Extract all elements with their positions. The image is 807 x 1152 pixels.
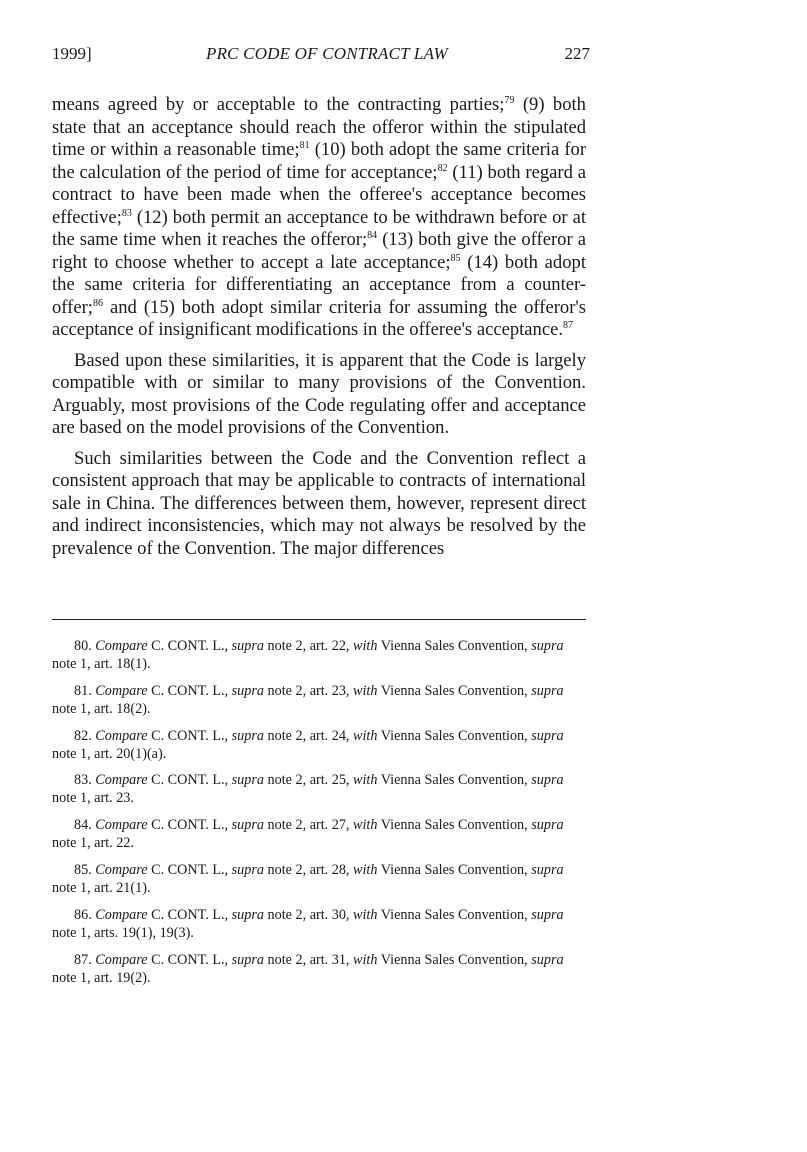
footnote-supra: supra [531, 817, 564, 834]
body-text [52, 94, 586, 568]
footnote-with: with [353, 951, 378, 968]
footnote-source: C. CONT. L., [151, 951, 229, 968]
footnote-supra: supra [531, 638, 564, 654]
footnote-pinpoint: note 2, art. 22, [267, 638, 350, 654]
footnote-tail: note 1, arts. 19(1), 19(3). [52, 924, 194, 941]
footnote-supra: supra [531, 906, 564, 923]
footnote-source: C. CONT. L., [151, 638, 229, 654]
footnote-ref[interactable]: 84 [367, 230, 378, 241]
running-title: PRC CODE OF CONTRACT LAW [206, 44, 448, 63]
footnote-signal: Compare [95, 861, 148, 878]
footnote-supra: supra [531, 772, 564, 789]
footnote [52, 816, 586, 852]
footnote-convention: Vienna Sales Convention, [380, 638, 528, 654]
footnote-supra: supra [231, 951, 264, 968]
footnote-ref[interactable]: 86 [92, 297, 103, 309]
footnote [52, 861, 586, 897]
footnote-tail: note 1, art. 21(1). [52, 879, 151, 896]
paragraph-text-segment: (9) both state that an acceptance should reach the offeror within the stipulated time or within a reasonable time; [52, 94, 586, 160]
footnote-number: 81. [74, 682, 92, 699]
paragraph-text-segment: (11) both regard a contract to have been made when the offeree's acceptance becomes effective; [52, 161, 586, 228]
footnote-tail: note 1, art. 20(1)(a). [52, 745, 167, 762]
footnotes-section [52, 637, 586, 995]
footnote-supra: supra [231, 682, 264, 699]
footnote-number: 82. [74, 727, 92, 744]
footnote-source: C. CONT. L., [151, 817, 229, 834]
footnote-pinpoint: note 2, art. 31, [267, 951, 350, 968]
page-number: 227 [564, 44, 590, 63]
footnote-with: with [353, 638, 378, 654]
footnote-tail: note 1, art. 23. [52, 790, 134, 807]
footnote-pinpoint: note 2, art. 25, [267, 772, 350, 789]
footnote-ref[interactable]: 85 [450, 252, 461, 264]
footnote-supra: supra [531, 682, 564, 699]
footnote-signal: Compare [95, 638, 148, 654]
footnote-signal: Compare [95, 727, 148, 744]
footnote-supra: supra [231, 817, 264, 834]
footnote-source: C. CONT. L., [151, 727, 229, 744]
paragraph-text-segment: (14) both adopt the same criteria for differentiating an acceptance from a counter-offer; [52, 251, 586, 318]
footnote-supra: supra [231, 638, 264, 654]
footnote-with: with [353, 817, 378, 834]
footnote-ref[interactable]: 87 [563, 320, 573, 331]
paragraph: Such similarities between the Code and the Convention reflect a consistent approach that may be applicable to contracts of international sale in China. The differences between them, however, represent direct and indirect inconsistencies, which may not always be resolved by the prevalence of the Convention. The major differences [52, 447, 586, 559]
footnote [52, 771, 586, 807]
footnote-signal: Compare [95, 772, 148, 789]
paragraph: Based upon these similarities, it is apparent that the Code is largely compatible with or similar to many provisions of the Convention. Arguably, most provisions of the Code regulating offer and acceptance are based on the model provisions of the Convention. [52, 349, 586, 438]
footnote-with: with [353, 861, 378, 878]
footnote-ref[interactable]: 83 [121, 207, 132, 219]
footnote-signal: Compare [95, 951, 148, 968]
footnote-number: 87. [74, 951, 92, 968]
footnote-source: C. CONT. L., [151, 772, 229, 789]
footnote-with: with [353, 682, 378, 699]
footnote-supra: supra [231, 906, 264, 923]
footnote-signal: Compare [95, 906, 148, 923]
footnote-tail: note 1, art. 19(2). [52, 969, 151, 986]
paragraph-text-segment: (10) both adopt the same criteria for the calculation of the period of time for acceptance; [52, 139, 587, 183]
footnote-source: C. CONT. L., [151, 906, 229, 923]
footnote-supra: supra [531, 727, 564, 744]
footnote-ref[interactable]: 79 [504, 95, 515, 106]
footnote-pinpoint: note 2, art. 27, [267, 817, 350, 834]
paragraph-continued [52, 94, 586, 342]
running-header [52, 44, 590, 68]
footnote-tail: note 1, art. 18(1). [52, 656, 151, 672]
footnote-supra: supra [231, 861, 264, 878]
footnote-with: with [353, 772, 378, 789]
footnote-with: with [353, 727, 378, 744]
footnote-convention: Vienna Sales Convention, [380, 772, 528, 789]
footnote-number: 85. [74, 861, 92, 878]
footnote-supra: supra [531, 951, 564, 968]
paragraph-text-segment: (12) both permit an acceptance to be withdrawn before or at the same time when it reaches the offeror; [52, 206, 586, 250]
paragraph-text-segment: and (15) both adopt similar criteria for assuming the offeror's acceptance of insignificant modifications in the offeree's acceptance. [52, 296, 586, 340]
footnote-tail: note 1, art. 22. [52, 835, 134, 852]
footnote-convention: Vienna Sales Convention, [380, 682, 528, 699]
footnote [52, 682, 586, 718]
footnote-ref[interactable]: 81 [299, 140, 310, 151]
footnote-number: 80. [74, 638, 92, 654]
footnote [52, 906, 586, 942]
footnote-number: 86. [74, 906, 92, 923]
footnote-convention: Vienna Sales Convention, [380, 906, 528, 923]
footnote-source: C. CONT. L., [151, 682, 229, 699]
footnote-number: 84. [74, 817, 92, 834]
footnote-convention: Vienna Sales Convention, [380, 727, 528, 744]
footnote-convention: Vienna Sales Convention, [380, 951, 528, 968]
footnote-supra: supra [231, 772, 264, 789]
paragraph-text-segment: (13) both give the offeror a right to choose whether to accept a late acceptance; [52, 229, 586, 273]
footnote-pinpoint: note 2, art. 28, [267, 861, 350, 878]
footnote-number: 83. [74, 772, 92, 789]
footnote-with: with [353, 906, 378, 923]
footnote-signal: Compare [95, 817, 148, 834]
footnote-pinpoint: note 2, art. 23, [267, 682, 350, 699]
volume-year: 1999] [52, 44, 92, 63]
footnote-pinpoint: note 2, art. 24, [267, 727, 350, 744]
footnote-signal: Compare [95, 682, 148, 699]
footnote [52, 727, 586, 763]
footnote-supra: supra [531, 861, 564, 878]
footnote-rule [52, 619, 586, 620]
footnote-ref[interactable]: 82 [437, 162, 448, 174]
footnote [52, 637, 586, 673]
footnote-convention: Vienna Sales Convention, [380, 861, 528, 878]
footnote [52, 951, 586, 987]
footnote-supra: supra [231, 727, 264, 744]
footnote-pinpoint: note 2, art. 30, [267, 906, 350, 923]
paragraph-text-segment: means agreed by or acceptable to the contracting parties; [52, 94, 505, 115]
footnote-convention: Vienna Sales Convention, [380, 817, 528, 834]
footnote-tail: note 1, art. 18(2). [52, 700, 151, 717]
footnote-source: C. CONT. L., [151, 861, 229, 878]
